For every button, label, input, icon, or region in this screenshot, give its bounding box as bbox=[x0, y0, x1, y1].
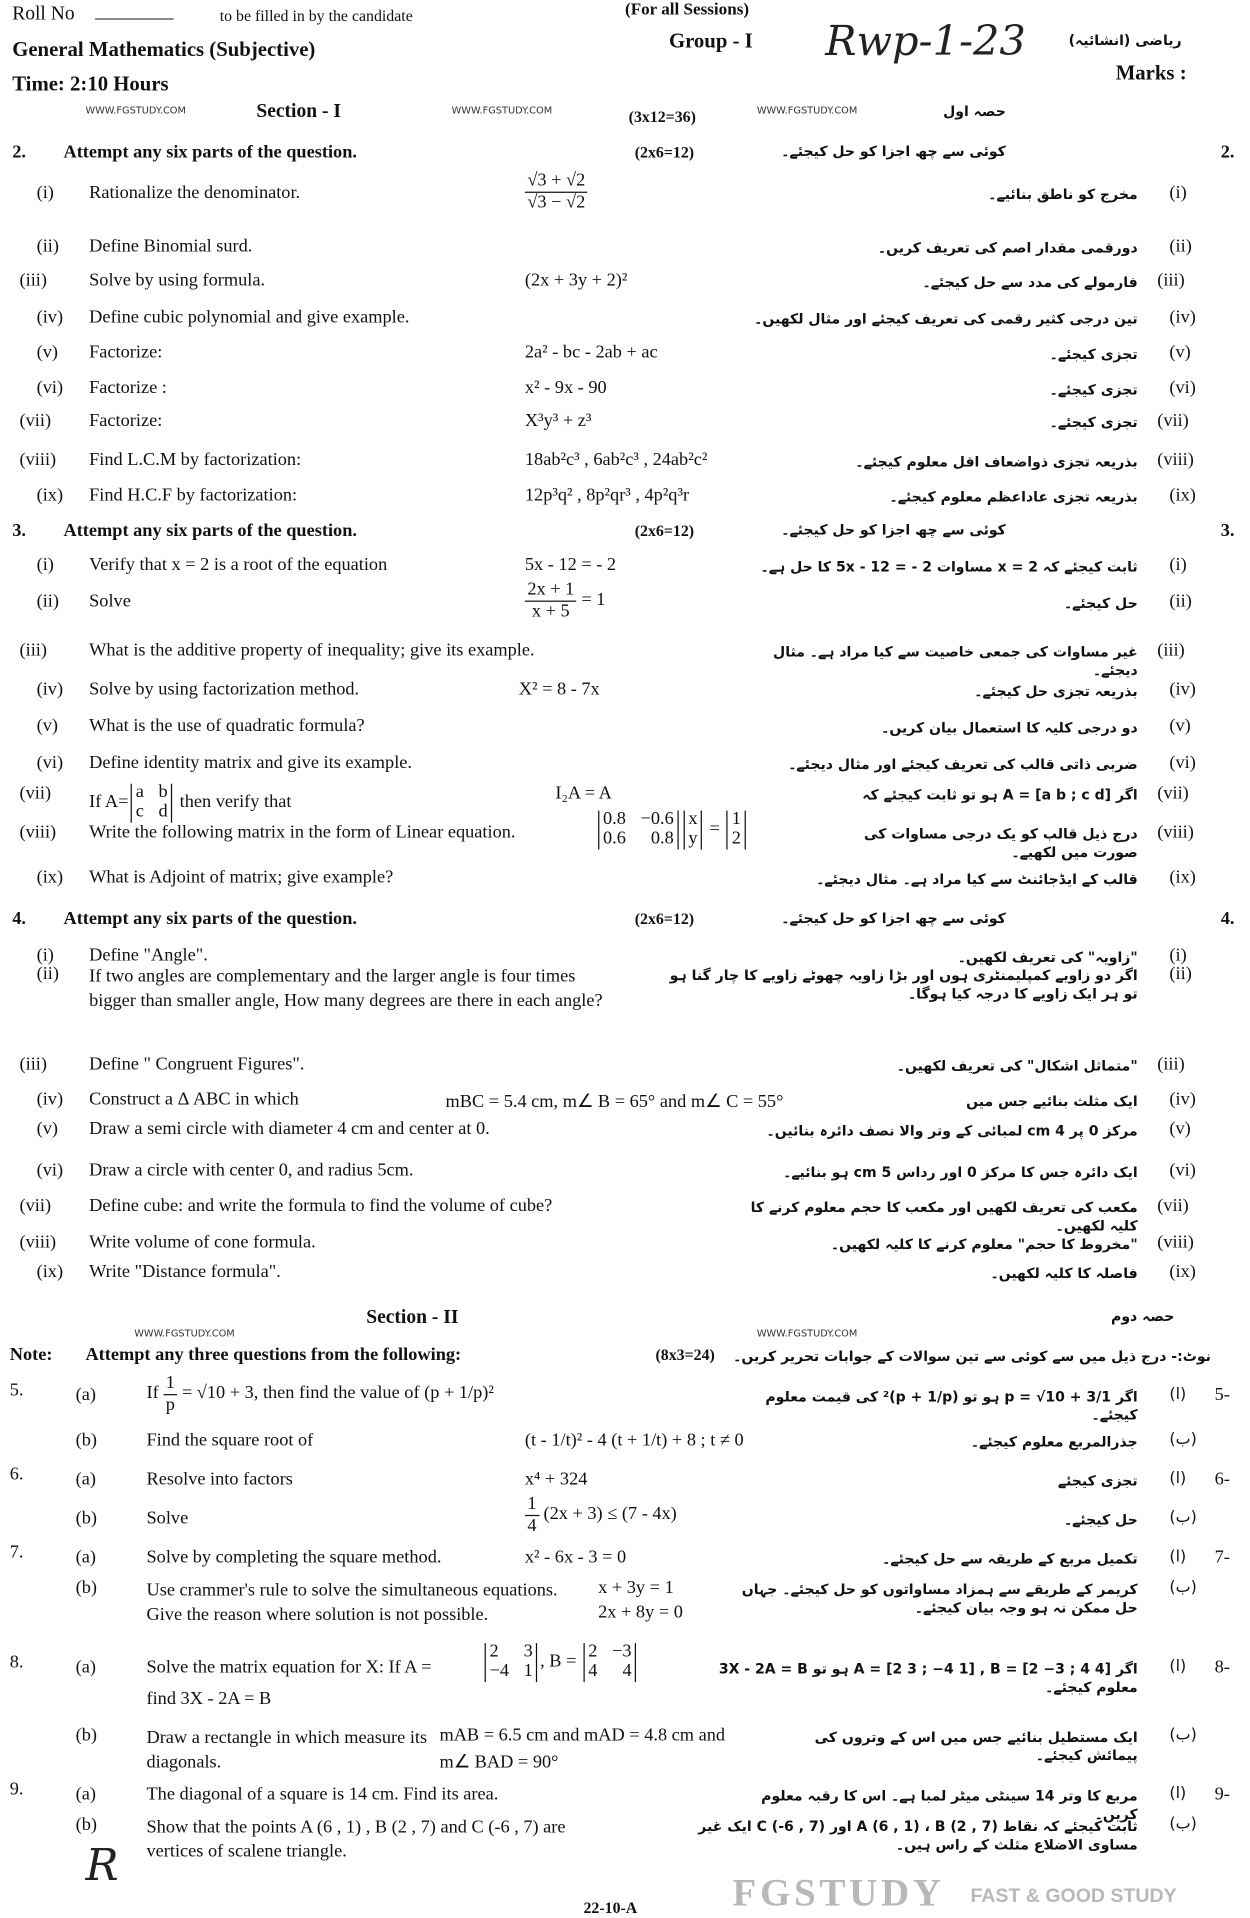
part-text-urdu: اگر 1/p = √10 + 3 ہو تو (p + 1/p)² کی قیمت معلوم کیجئے۔ bbox=[765, 1387, 1138, 1424]
part-text-urdu: مکعب کی تعریف لکھیں اور مکعب کا حجم معلوم کرنے کا کلیہ لکھیں۔ bbox=[750, 1198, 1138, 1235]
question-number-urdu: 5- bbox=[1214, 1385, 1230, 1406]
matrix-row bbox=[136, 803, 168, 822]
part-expression: 5x - 12 = - 2 bbox=[524, 555, 617, 575]
paper-code: 22-10-A bbox=[583, 1898, 638, 1917]
part-label-urdu: (ii) bbox=[1169, 592, 1192, 612]
section-2-title: Section - II bbox=[366, 1307, 459, 1329]
part-label: (ii) bbox=[36, 592, 59, 612]
part-expression: mBC = 5.4 cm, m∠ B = 65° and m∠ C = 55° bbox=[445, 1092, 784, 1113]
part-label: (iv) bbox=[36, 307, 64, 328]
part-text: Solve the matrix equation for X: If A = bbox=[146, 1657, 432, 1678]
numerator: 1 bbox=[163, 1373, 177, 1394]
part-label: (ix) bbox=[36, 867, 64, 888]
matrix-cell: d bbox=[158, 801, 168, 822]
matrix-cell: 1 bbox=[523, 1661, 533, 1681]
part-text: Find H.C.F by factorization: bbox=[89, 485, 298, 506]
part-text: Find the square root of bbox=[146, 1430, 314, 1451]
note-label: Note: bbox=[9, 1345, 53, 1365]
matrix-row bbox=[136, 784, 168, 803]
part-text: The diagonal of a square is 14 cm. Find its area. bbox=[146, 1784, 499, 1805]
matrix-cell: −0.6 bbox=[640, 809, 674, 829]
part-label: (vii) bbox=[19, 783, 52, 804]
question-number-urdu: 8- bbox=[1214, 1657, 1230, 1678]
roll-no-field: ________ bbox=[95, 1, 174, 22]
part-expression-line: m∠ BAD = 90° bbox=[439, 1752, 559, 1773]
part-text-urdu: ثابت کیجئے کہ نقاط A (6 , 1) ، B (2 , 7) اور C (-6 , 7) ایک غیر مساوی الاضلاع مثلث کے راس ہیں۔ bbox=[698, 1817, 1138, 1854]
question-instruction: Attempt any six parts of the question. bbox=[63, 521, 357, 541]
part-label: (vi) bbox=[36, 378, 64, 398]
matrix-cell: 0.8 bbox=[650, 828, 674, 849]
part-label-urdu: (vii) bbox=[1157, 1196, 1189, 1216]
part-label-urdu: (v) bbox=[1169, 343, 1191, 363]
part-label: (viii) bbox=[19, 1232, 57, 1253]
matrix-cell: b bbox=[158, 782, 168, 802]
part-text-urdu: بذریعہ تجزی ذواضعاف اقل معلوم کیجئے۔ bbox=[855, 452, 1138, 470]
part-text: Draw a rectangle in which measure its diagonals. bbox=[146, 1728, 428, 1773]
part-text: Define identity matrix and give its example. bbox=[89, 753, 413, 773]
section-1-title: Section - I bbox=[256, 101, 341, 123]
matrix-cell: y bbox=[688, 828, 698, 849]
part-text-urdu: اگر A = [a b ; c d] ہو تو ثابت کیجئے کہ bbox=[862, 786, 1138, 804]
matrix-row bbox=[732, 830, 741, 849]
part-text-prefix: If A= bbox=[89, 792, 129, 812]
part-text-main: then verify that bbox=[175, 792, 292, 812]
part-text: Define Binomial surd. bbox=[89, 236, 253, 257]
part-text: Find L.C.M by factorization: bbox=[89, 450, 302, 470]
part-text-urdu: تجزی کیجئے۔ bbox=[1049, 345, 1138, 363]
part-label-urdu: (ب) bbox=[1169, 1578, 1197, 1597]
part-text: Solve by using formula. bbox=[89, 270, 266, 291]
matrix bbox=[684, 811, 703, 849]
note-text: Attempt any three questions from the following: bbox=[85, 1345, 462, 1365]
part-label: (ix) bbox=[36, 485, 64, 506]
part-text-main: = √10 + 3, then find the value of (p + 1/p)² bbox=[177, 1383, 494, 1404]
question-marks: (2x6=12) bbox=[634, 909, 695, 928]
part-label: (v) bbox=[36, 716, 58, 737]
part-label-urdu: (ب) bbox=[1169, 1726, 1197, 1745]
part-text bbox=[146, 1373, 493, 1415]
part-text-urdu: حل کیجئے۔ bbox=[1063, 1511, 1138, 1529]
part-label: (iii) bbox=[19, 1054, 47, 1075]
part-text-urdu: فارمولے کی مدد سے حل کیجئے۔ bbox=[922, 273, 1138, 291]
question-number: 8. bbox=[9, 1652, 24, 1673]
matrix-row bbox=[588, 1643, 631, 1662]
part-label-urdu: (ا) bbox=[1169, 1385, 1187, 1404]
subject-urdu: ریاضی (انشائیہ) bbox=[1068, 31, 1182, 49]
part-text-urdu: تجزی کیجئے۔ bbox=[1049, 413, 1138, 431]
matrix-cell: 4 bbox=[622, 1661, 632, 1681]
part-text: Write volume of cone formula. bbox=[89, 1232, 316, 1253]
denominator: 4 bbox=[527, 1515, 537, 1536]
part-label-urdu: (ب) bbox=[1169, 1815, 1197, 1834]
part-text-urdu: دورقمی مقدار اصم کی تعریف کریں۔ bbox=[877, 239, 1138, 257]
question-instruction: Attempt any six parts of the question. bbox=[63, 142, 357, 163]
matrix-cell: 0.8 bbox=[603, 809, 626, 829]
question-number: 5. bbox=[9, 1380, 24, 1401]
part-text-urdu: ضربی ذاتی قالب کی تعریف کیجئے اور مثال دیجئے۔ bbox=[788, 755, 1138, 773]
math-text: (2x + 3) ≤ (7 - 4x) bbox=[538, 1504, 677, 1524]
matrix-cell: 2 bbox=[731, 828, 741, 849]
matrix-cell: 1 bbox=[731, 809, 741, 829]
part-text: Draw a semi circle with diameter 4 cm and center at 0. bbox=[89, 1119, 490, 1139]
part-text-urdu: قالب کے ایڈجائنٹ سے کیا مراد ہے۔ مثال دیجئے۔ bbox=[816, 870, 1138, 888]
part-label: (a) bbox=[75, 1385, 97, 1406]
part-label-urdu: (vii) bbox=[1157, 411, 1189, 431]
part-text-urdu: ایک دائرہ جس کا مرکز 0 اور رداس 5 cm ہو بنائیے۔ bbox=[783, 1163, 1138, 1181]
question-number: 7. bbox=[9, 1542, 24, 1563]
math-text: = bbox=[704, 819, 725, 839]
part-text-urdu: جذرالمربع معلوم کیجئے۔ bbox=[970, 1433, 1138, 1451]
sessions-note: (For all Sessions) bbox=[624, 1, 750, 20]
part-text: Rationalize the denominator. bbox=[89, 183, 301, 203]
matrix-row bbox=[588, 1662, 631, 1681]
site-watermark: WWW.FGSTUDY.COM bbox=[756, 1328, 858, 1340]
denominator: x + 5 bbox=[531, 601, 570, 621]
roll-no-label: Roll No bbox=[12, 3, 75, 25]
denominator: p bbox=[165, 1394, 175, 1415]
fgstudy-watermark-tagline: FAST & GOOD STUDY bbox=[970, 1885, 1177, 1907]
part-expression bbox=[525, 1494, 677, 1536]
question-instruction-urdu: کوئی سے چھ اجزا کو حل کیجئے۔ bbox=[781, 521, 1006, 539]
part-label: (vii) bbox=[19, 1196, 52, 1216]
part-text-urdu: "متماثل اشکال" کی تعریف لکھیں۔ bbox=[896, 1057, 1138, 1075]
math-text: , B = bbox=[540, 1651, 581, 1672]
part-text-urdu: ایک مثلث بنائیے جس میں bbox=[966, 1092, 1138, 1110]
subject-title: General Mathematics (Subjective) bbox=[12, 37, 316, 62]
part-label-urdu: (iv) bbox=[1169, 679, 1196, 700]
matrix-row bbox=[688, 811, 697, 830]
denominator: √3 − √2 bbox=[527, 192, 586, 212]
matrix bbox=[598, 811, 679, 849]
question-number: 6. bbox=[9, 1464, 24, 1485]
question-number: 2. bbox=[12, 142, 26, 163]
part-label-urdu: (vi) bbox=[1169, 1160, 1196, 1181]
matrix-cell: 2 bbox=[489, 1641, 499, 1662]
part-label: (iii) bbox=[19, 270, 47, 291]
part-expression: X³y³ + z³ bbox=[524, 411, 592, 431]
part-text-line-2: find 3X - 2A = B bbox=[146, 1689, 272, 1709]
part-text-urdu: تکمیل مربع کے طریقہ سے حل کیجئے۔ bbox=[882, 1550, 1138, 1568]
part-expression: x² - 6x - 3 = 0 bbox=[524, 1547, 627, 1568]
part-label-urdu: (iv) bbox=[1169, 1090, 1196, 1110]
part-label: (viii) bbox=[19, 450, 57, 470]
part-label-urdu: (iii) bbox=[1157, 1054, 1185, 1075]
matrix-cell: 4 bbox=[588, 1661, 598, 1681]
part-text-urdu: مربع کا وتر 14 سینٹی میٹر لمبا ہے۔ اس کا رقبہ معلوم کریں۔ bbox=[761, 1787, 1138, 1823]
time-allowed: Time: 2:10 Hours bbox=[12, 72, 169, 96]
matrix-row bbox=[490, 1662, 533, 1681]
part-text: Resolve into factors bbox=[146, 1469, 293, 1490]
question-instruction: Attempt any six parts of the question. bbox=[63, 909, 357, 929]
part-label-urdu: (vi) bbox=[1169, 378, 1196, 398]
matrix-cell: −4 bbox=[489, 1661, 509, 1681]
part-expression bbox=[525, 171, 588, 213]
part-text: Factorize : bbox=[89, 378, 167, 398]
part-text-urdu: مخرج کو ناطق بنائیے۔ bbox=[988, 185, 1138, 203]
part-text: Write the following matrix in the form of Linear equation. bbox=[89, 822, 516, 843]
question-instruction-urdu: کوئی سے چھ اجزا کو حل کیجئے۔ bbox=[781, 909, 1006, 927]
part-label: (i) bbox=[36, 555, 54, 575]
question-marks: (2x6=12) bbox=[634, 521, 695, 540]
part-label-urdu: (v) bbox=[1169, 1119, 1191, 1139]
part-text: What is the use of quadratic formula? bbox=[89, 716, 365, 737]
question-number: 9. bbox=[9, 1779, 24, 1800]
part-label: (iv) bbox=[36, 679, 64, 700]
fraction bbox=[163, 1373, 177, 1415]
part-text: Solve bbox=[89, 592, 131, 612]
numerator: 1 bbox=[525, 1494, 539, 1515]
matrix bbox=[583, 1643, 636, 1681]
part-label: (b) bbox=[75, 1508, 98, 1529]
note-urdu: نوٹ:- درج ذیل میں سے کوئی سے تین سوالات کے جوابات تحریر کریں۔ bbox=[733, 1347, 1211, 1365]
part-label: (iv) bbox=[36, 1090, 64, 1110]
matrix-cell: c bbox=[135, 801, 144, 822]
part-text: Solve bbox=[146, 1508, 189, 1529]
handwritten-code: Rwp-1-23 bbox=[825, 17, 1026, 66]
part-label: (ix) bbox=[36, 1262, 64, 1282]
part-label-urdu: (ix) bbox=[1169, 1262, 1196, 1282]
part-text-urdu: ایک مستطیل بنائیے جس میں اس کے وتروں کی پیمائش کیجئے۔ bbox=[814, 1728, 1138, 1764]
part-label: (v) bbox=[36, 1119, 58, 1139]
part-label: (iii) bbox=[19, 640, 47, 661]
part-label-urdu: (viii) bbox=[1157, 822, 1194, 843]
part-label-urdu: (ix) bbox=[1169, 867, 1196, 888]
part-label: (vi) bbox=[36, 1160, 64, 1181]
part-expression: 18ab²c³ , 6ab²c³ , 24ab²c² bbox=[524, 450, 708, 470]
part-label: (ii) bbox=[36, 236, 59, 257]
part-label: (viii) bbox=[19, 822, 57, 843]
part-expression: (t - 1/t)² - 4 (t + 1/t) + 8 ; t ≠ 0 bbox=[524, 1430, 744, 1451]
handwritten-signature: R bbox=[85, 1840, 119, 1891]
part-label: (a) bbox=[75, 1469, 97, 1490]
question-marks: (2x6=12) bbox=[634, 142, 695, 162]
matrix-cell: x bbox=[688, 809, 698, 829]
part-text-urdu: بذریعہ تجزی حل کیجئے۔ bbox=[974, 682, 1138, 700]
matrix-cell: 2 bbox=[588, 1641, 598, 1662]
part-text-urdu: غیر مساوات کی جمعی خاصیت سے کیا مراد ہے۔ مثال دیجئے۔ bbox=[773, 643, 1138, 679]
numerator: 2x + 1 bbox=[525, 580, 577, 601]
part-expression bbox=[596, 811, 749, 849]
part-expression: 2a² - bc - 2ab + ac bbox=[524, 343, 658, 363]
part-label-urdu: (v) bbox=[1169, 716, 1191, 737]
part-label-urdu: (ا) bbox=[1169, 1657, 1187, 1677]
part-expression: x⁴ + 324 bbox=[524, 1469, 588, 1490]
question-number-urdu: 2. bbox=[1220, 142, 1235, 163]
part-text-urdu: حل کیجئے۔ bbox=[1063, 594, 1138, 612]
part-label-urdu: (ب) bbox=[1169, 1430, 1197, 1449]
numerator: √3 + √2 bbox=[525, 171, 588, 192]
part-expression-line: mAB = 6.5 cm and mAD = 4.8 cm and bbox=[439, 1726, 726, 1746]
part-text: What is the additive property of inequality; give its example. bbox=[89, 640, 535, 661]
part-text: Construct a Δ ABC in which bbox=[89, 1090, 299, 1110]
fraction bbox=[525, 171, 588, 213]
part-label: (v) bbox=[36, 343, 58, 363]
question-number-urdu: 6- bbox=[1214, 1469, 1230, 1490]
site-watermark: WWW.FGSTUDY.COM bbox=[134, 1328, 235, 1340]
part-label: (ii) bbox=[36, 964, 59, 984]
section-2-marks: (8x3=24) bbox=[655, 1345, 715, 1364]
fraction bbox=[525, 580, 577, 622]
part-label-urdu: (ا) bbox=[1169, 1469, 1187, 1489]
roll-no-note: to be filled in by the candidate bbox=[219, 6, 413, 25]
part-text: Define cube: and write the formula to find the volume of cube? bbox=[89, 1196, 553, 1216]
part-text-urdu: اگر A = [2 3 ; −4 1] , B = [2 −3 ; 4 4] ہو تو 3X - 2A = B معلوم کیجئے۔ bbox=[718, 1660, 1138, 1696]
matrix bbox=[485, 1643, 538, 1681]
matrix bbox=[131, 784, 173, 822]
part-expression bbox=[525, 580, 605, 622]
part-label-urdu: (i) bbox=[1169, 183, 1187, 203]
question-number: 4. bbox=[12, 909, 26, 929]
part-text: Write "Distance formula". bbox=[89, 1262, 281, 1282]
site-watermark: WWW.FGSTUDY.COM bbox=[85, 104, 186, 116]
part-expression bbox=[482, 1643, 639, 1681]
fraction bbox=[525, 1494, 539, 1536]
part-expression: X² = 8 - 7x bbox=[518, 679, 600, 700]
matrix-row bbox=[732, 811, 741, 830]
matrix-row bbox=[603, 830, 674, 849]
question-number: 3. bbox=[12, 521, 26, 541]
part-text-urdu: دو درجی کلیہ کا استعمال بیان کریں۔ bbox=[881, 718, 1138, 737]
fgstudy-watermark-logo: FGSTUDY bbox=[732, 1870, 945, 1915]
part-label: (vii) bbox=[19, 411, 52, 431]
part-expression: I₂A = A bbox=[555, 783, 612, 804]
part-text: Solve by completing the square method. bbox=[146, 1547, 442, 1568]
math-text: = 1 bbox=[576, 590, 606, 610]
site-watermark: WWW.FGSTUDY.COM bbox=[451, 104, 553, 116]
part-text: Use crammer's rule to solve the simultaneous equations. Give the reason where solution is not possible. bbox=[146, 1580, 558, 1625]
part-label: (b) bbox=[75, 1578, 98, 1598]
part-label: (i) bbox=[36, 946, 54, 966]
part-label: (b) bbox=[75, 1726, 98, 1746]
part-expression: 12p³q² , 8p²qr³ , 4p²q³r bbox=[524, 485, 690, 506]
part-text: Verify that x = 2 is a root of the equation bbox=[89, 555, 388, 575]
part-text-urdu: فاصلہ کا کلیہ لکھیں۔ bbox=[990, 1264, 1138, 1282]
part-text: What is Adjoint of matrix; give example? bbox=[89, 867, 394, 888]
part-label-urdu: (ا) bbox=[1169, 1784, 1187, 1803]
section-1-urdu: حصہ اول bbox=[943, 102, 1006, 120]
part-label: (a) bbox=[75, 1784, 97, 1805]
part-label-urdu: (ا) bbox=[1169, 1547, 1187, 1567]
question-instruction-urdu: کوئی سے چھ اجزا کو حل کیجئے۔ bbox=[781, 142, 1006, 160]
question-number-urdu: 9- bbox=[1214, 1784, 1230, 1805]
part-expression: x² - 9x - 90 bbox=[524, 378, 607, 398]
matrix-row bbox=[603, 811, 674, 830]
part-text-prefix: If bbox=[146, 1383, 164, 1404]
section-2-urdu: حصہ دوم bbox=[1111, 1307, 1175, 1325]
matrix-cell: 3 bbox=[523, 1641, 533, 1662]
part-label-urdu: (i) bbox=[1169, 946, 1187, 966]
matrix-cell: 0.6 bbox=[603, 828, 626, 849]
part-label: (vi) bbox=[36, 753, 64, 773]
section-1-marks: (3x12=36) bbox=[628, 107, 696, 126]
part-text-urdu: مرکز 0 پر 4 cm لمبائی کے وتر والا نصف دائرہ بنائیں۔ bbox=[766, 1121, 1138, 1139]
part-label: (b) bbox=[75, 1815, 98, 1835]
part-text-urdu: کریمر کے طریقے سے ہمزاد مساواتوں کو حل کیجئے۔ جہاں حل ممکن نہ ہو وجہ بیان کیجئے۔ bbox=[741, 1580, 1138, 1617]
part-text-urdu: اگر دو زاویے کمپلیمنٹری ہوں اور بڑا زاویہ چھوٹے زاویے کا چار گنا ہو تو ہر ایک زاویے کا درجہ کیا ہوگا۔ bbox=[669, 966, 1138, 1003]
part-label: (a) bbox=[75, 1657, 97, 1678]
part-text: Draw a circle with center 0, and radius 5cm. bbox=[89, 1160, 414, 1181]
part-text: Solve by using factorization method. bbox=[89, 679, 360, 700]
part-text-urdu: تجزی کیجئے bbox=[1057, 1472, 1138, 1490]
part-expression: (2x + 3y + 2)² bbox=[524, 270, 628, 291]
part-text: If two angles are complementary and the larger angle is four times bigger than smaller angle, How many degrees are there in each angle? bbox=[89, 966, 603, 1011]
part-text: Define "Angle". bbox=[89, 946, 208, 966]
matrix-row bbox=[688, 830, 697, 849]
part-text bbox=[89, 784, 291, 822]
part-expression-line: 2x + 8y = 0 bbox=[598, 1602, 683, 1623]
part-text: Define cubic polynomial and give example. bbox=[89, 307, 410, 328]
part-text-urdu: "زاویہ" کی تعریف لکھیں۔ bbox=[957, 948, 1138, 966]
part-label-urdu: (iii) bbox=[1157, 640, 1185, 661]
part-text-urdu: "مخروط کا حجم" معلوم کرنے کا کلیہ لکھیں۔ bbox=[830, 1235, 1138, 1253]
marks-label: Marks : bbox=[1115, 61, 1187, 85]
part-text: Factorize: bbox=[89, 411, 163, 431]
part-label-urdu: (iv) bbox=[1169, 307, 1196, 328]
part-expression-line: x + 3y = 1 bbox=[598, 1578, 674, 1598]
part-label-urdu: (vii) bbox=[1157, 783, 1189, 804]
part-label-urdu: (ب) bbox=[1169, 1508, 1197, 1528]
part-label-urdu: (i) bbox=[1169, 555, 1187, 575]
part-label: (a) bbox=[75, 1547, 97, 1568]
matrix-cell: −3 bbox=[612, 1641, 632, 1662]
part-text-urdu: تجزی کیجئے۔ bbox=[1049, 380, 1138, 398]
matrix bbox=[727, 811, 746, 849]
matrix-row bbox=[490, 1643, 533, 1662]
site-watermark: WWW.FGSTUDY.COM bbox=[756, 104, 858, 116]
question-number-urdu: 7- bbox=[1214, 1547, 1230, 1568]
matrix-cell: a bbox=[135, 782, 144, 802]
question-number-urdu: 4. bbox=[1220, 909, 1235, 929]
part-text: Show that the points A (6 , 1) , B (2 , 7) and C (-6 , 7) are vertices of scalene triangle. bbox=[146, 1817, 566, 1862]
part-label: (b) bbox=[75, 1430, 98, 1451]
part-text-urdu: بذریعہ تجزی عاداعظم معلوم کیجئے۔ bbox=[889, 488, 1138, 506]
part-text-urdu: تین درجی کثیر رقمی کی تعریف کیجئے اور مثال لکھیں۔ bbox=[754, 310, 1138, 328]
part-label-urdu: (ix) bbox=[1169, 485, 1196, 506]
part-text: Define " Congruent Figures". bbox=[89, 1054, 305, 1075]
part-text: Factorize: bbox=[89, 343, 163, 363]
question-number-urdu: 3. bbox=[1220, 521, 1235, 541]
part-label-urdu: (ii) bbox=[1169, 236, 1192, 257]
part-label-urdu: (vi) bbox=[1169, 753, 1196, 773]
part-text-urdu: درج ذیل قالب کو یک درجی مساوات کی صورت میں لکھیے۔ bbox=[863, 825, 1138, 861]
part-text-urdu: ثابت کیجئے کہ x = 2 مساوات 5x - 12 = - 2 کا حل ہے۔ bbox=[760, 557, 1138, 575]
group-label: Group - I bbox=[668, 29, 753, 53]
part-label-urdu: (viii) bbox=[1157, 1232, 1194, 1253]
part-label-urdu: (iii) bbox=[1157, 270, 1185, 291]
part-label-urdu: (ii) bbox=[1169, 964, 1192, 984]
part-label-urdu: (viii) bbox=[1157, 450, 1194, 470]
part-label: (i) bbox=[36, 183, 54, 203]
